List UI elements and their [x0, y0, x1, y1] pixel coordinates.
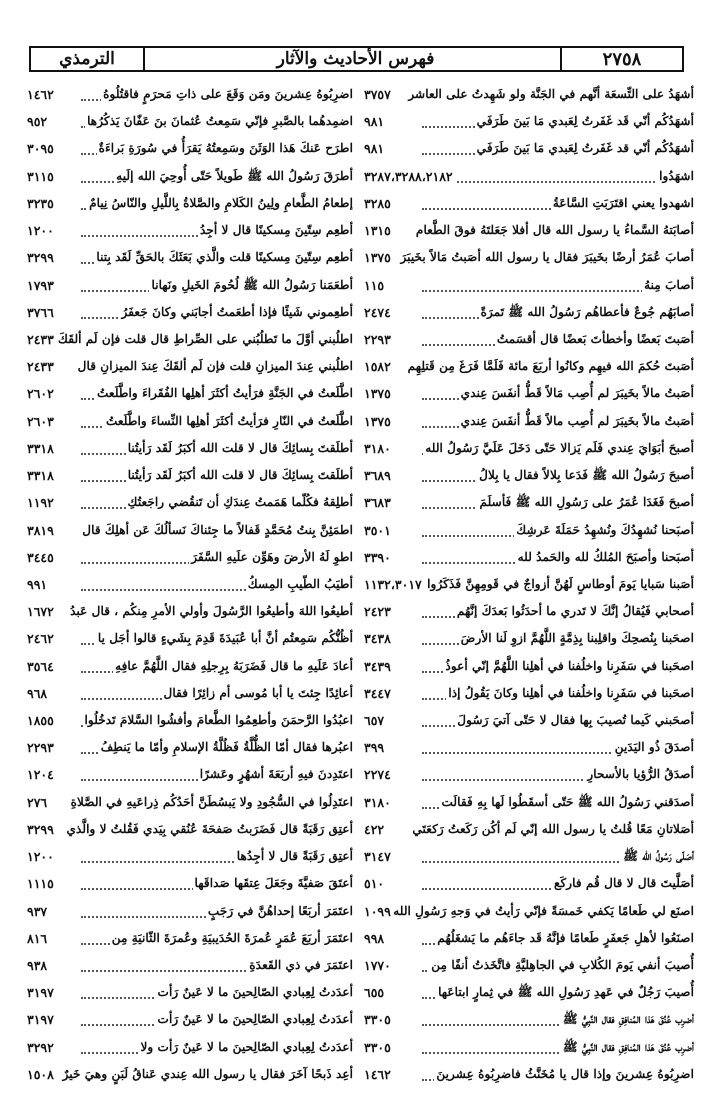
index-entry	[23, 765, 353, 789]
hadith-text: اطلُبني عِندَ الميزانِ قلت فإن لَم ألقَكَ عِندَ الميزانِ قال	[77, 359, 353, 374]
index-entry	[364, 738, 694, 762]
hadith-text: أعدَدتُ لِعِبادي الصّالِحينَ ما لا عَينٌ رَأت	[157, 985, 353, 1000]
hadith-text: أضرِب عُنُقَ هَذا المُنافِقِ فقال النَّبِيُّ ﷺ	[562, 1012, 694, 1027]
index-entry	[364, 847, 694, 871]
index-entry	[364, 793, 694, 817]
index-entry	[364, 303, 694, 327]
hadith-number: ١٢٠٠	[27, 849, 54, 865]
index-entry	[23, 629, 353, 653]
index-entry	[364, 85, 694, 109]
index-entry	[23, 847, 353, 871]
hadith-text: اعتَدِدنَ فيهِ أربَعَةَ أشهُرٍ وعَشرًا	[199, 767, 353, 782]
book-name: الترمذي	[59, 49, 115, 69]
hadith-number: ٣٣٩٠	[364, 549, 391, 565]
index-entry	[23, 548, 353, 572]
hadith-number: ٦٥٥	[364, 985, 385, 1001]
hadith-text: أضرِب عُنُقَ هَذا المُنافِقِ فقال النَّبِيُّ ﷺ	[562, 1039, 694, 1054]
index-entry	[364, 820, 694, 844]
hadith-number: ٣٤٣٨	[364, 631, 391, 647]
hadith-number: ٣٢٣٥	[27, 195, 54, 211]
hadith-text: أعائِدًا جِئتَ يا أبا مُوسى أم زائِرًا فقال	[163, 685, 353, 700]
hadith-number: ٣٩٩	[364, 740, 385, 756]
hadith-text: أعدَدتُ لِعِبادي الصّالِحينَ ما لا عَينٌ رَأت	[157, 1012, 353, 1027]
hadith-text: اعتَمَرَ أربَعًا إحداهُنَّ في رَجَبٍ	[207, 903, 353, 918]
hadith-number: ٣٣٠٥	[364, 1012, 391, 1028]
hadith-text: اطَّلَعتُ في الجَنَّةِ فرَأيتُ أكثَرَ أهلِها الفُقَراءَ واطَّلَعتُ	[96, 386, 353, 401]
index-entry	[364, 221, 694, 245]
index-entry	[364, 357, 694, 381]
hadith-number: ٥١٠	[364, 876, 385, 892]
index-entry	[364, 330, 694, 354]
hadith-number: ١٢٠٠	[27, 223, 54, 239]
hadith-number: ١٥٠٨	[27, 1066, 54, 1082]
index-entry	[23, 112, 353, 136]
index-entry	[23, 221, 353, 245]
hadith-number: ٩٦٨	[27, 685, 48, 701]
hadith-text: أصَلاتانِ مَعًا قُلتُ يا رسول الله إنّي لَم أكُن رَكَعتُ رَكعَتَي	[412, 821, 694, 836]
hadith-number: ٣٢٨٧،٣٢٨٨،٢١٨٢	[364, 168, 453, 184]
hadith-number: ٣٥٦٤	[27, 658, 54, 674]
hadith-text: أطيعُوا اللهَ وأطيعُوا الرَّسُولَ وأولي الأمرِ مِنكُم ، قال عَبدُ	[70, 604, 353, 619]
index-column-left	[23, 85, 353, 1089]
hadith-number: ٣٤٤٥	[27, 549, 54, 565]
hadith-number: ١٠٩٩	[364, 903, 391, 919]
index-entry	[364, 521, 694, 545]
hadith-text: اطرَح عَنكَ هَذا الوَثَنَ وسَمِعتُهُ يَقرَأُ في سُورَةِ بَراءَةٌ	[98, 141, 353, 156]
hadith-number: ١٨٥٥	[27, 713, 54, 729]
index-entry	[364, 412, 694, 436]
hadith-number: ٨١٦	[27, 930, 48, 946]
index-entry	[23, 412, 353, 436]
index-entry	[364, 112, 694, 136]
hadith-text: إطعامُ الطَّعامِ ولِينُ الكَلامِ والصَّلاةُ بِاللَّيلِ والنّاسُ نِيامٌ	[89, 195, 353, 210]
hadith-text: اعبُرها فقال أمّا الظُّلَّةُ فَظُلَّةُ الإسلامِ وأمّا ما يَنطِفُ	[100, 740, 353, 755]
index-entry	[364, 657, 694, 681]
index-entry	[364, 439, 694, 463]
hadith-text: أطعَمَنا رَسُولُ الله ﷺ لُحُومَ الخَيلِ ونَهانا	[151, 277, 353, 292]
index-entry	[364, 956, 694, 980]
hadith-number: ٣٠٩٥	[27, 141, 54, 157]
hadith-number: ١٤٦٢	[27, 87, 54, 102]
hadith-text: اصنَع لي طَعامًا يَكفي خَمسَةً فإنّي رَأيتُ في وَجهِ رَسُولِ الله	[393, 903, 694, 918]
hadith-text: اشهَدُوا	[659, 168, 694, 183]
index-entry	[23, 139, 353, 163]
hadith-text: أصدَقني رَسُولُ الله ﷺ حَتّى أسقَطُوا لَها بِهِ فَقالَت	[441, 794, 694, 809]
hadith-number: ١٣٧٥	[364, 386, 391, 402]
hadith-number: ٩٩٨	[364, 930, 385, 946]
hadith-text: أصَلّى رَسُولُ الله ﷺ	[623, 849, 694, 864]
hadith-text: أطعِم سِتّينَ مِسكينًا قال لا أجِدُ	[200, 223, 353, 238]
hadith-number: ١٥٨٢	[364, 359, 391, 375]
index-entry	[364, 629, 694, 653]
hadith-text: أشهَدُكُم أنّي قَد غَفَرتُ لِعَبدي مَا بَينَ طَرَفَي	[476, 114, 694, 129]
hadith-text: أطيَبُ الطّيبِ المِسكُ	[247, 576, 353, 591]
hadith-text: أعتِق رَقَبَةً قال فَضَرَبتُ صَفحَةَ عُنُقي بِيَدي فَقُلتُ لا والَّذي	[66, 821, 353, 836]
hadith-text: اعتَمَرَ في ذي القَعدَةِ	[249, 958, 353, 972]
index-column-right	[364, 85, 694, 1089]
index-entry	[364, 1038, 694, 1062]
hadith-text: أصابَهُم جُوعٌ فأعطاهُم رَسُولُ الله ﷺ تَمرَةً	[480, 304, 694, 319]
hadith-text: أصَبتَ بَعضًا وأخطأتَ بَعضًا قال أقسَمتُ	[496, 331, 694, 346]
hadith-number: ٩٩١	[27, 576, 48, 592]
hadith-number: ٣١٤٧	[364, 849, 391, 865]
hadith-text: أصدَقُ الرُّؤيا بالأسحارِ	[587, 767, 694, 782]
hadith-text: أصبَحنا وأصبَحَ المُلكُ لله والحَمدُ لله	[517, 549, 694, 564]
hadith-number: ١٣١٥	[364, 223, 391, 239]
hadith-text: أُصيبَ رَجُلٌ في عَهدِ رَسُولِ الله ﷺ في ثِمارٍ ابتاعَها	[438, 985, 694, 1000]
hadith-text: أصبحَ فَغَدَا عُمَرُ على رَسُولِ الله ﷺ فَأسلَمَ	[479, 495, 694, 510]
hadith-number: ١٧٧٠	[364, 958, 391, 973]
hadith-number: ٣١١٥	[27, 168, 54, 184]
index-entry	[23, 1010, 353, 1034]
index-entry	[364, 384, 694, 408]
hadith-number: ٢٦٠٢	[27, 386, 54, 402]
index-entry	[23, 929, 353, 953]
index-entry	[23, 493, 353, 517]
page-header	[29, 46, 684, 72]
hadith-text: اصنَعُوا لأهلِ جَعفَرٍ طَعامًا فإنَّهُ قَد جاءَهُم ما يَشغَلُهُم	[437, 930, 694, 945]
hadith-text: اشهدوا يعني اقتَرَبَتِ السَّاعَةُ	[552, 195, 694, 210]
hadith-text: اطوِ لَهُ الأرضَ وهَوِّن علَيهِ السَّفَرَ	[191, 549, 353, 564]
index-entry	[23, 384, 353, 408]
index-entry	[23, 575, 353, 599]
header-divider	[143, 48, 145, 70]
index-entry	[23, 902, 353, 926]
hadith-number: ٣١٨٠	[364, 794, 391, 810]
hadith-text: أصابَ مِنهُ	[644, 277, 694, 292]
index-entry	[23, 684, 353, 708]
hadith-number: ٢٤٧٤	[364, 304, 391, 320]
hadith-number: ٢٤٦٢	[27, 631, 54, 647]
index-entry	[23, 602, 353, 626]
index-entry	[23, 657, 353, 681]
index-entry	[23, 303, 353, 327]
hadith-text: أعتَقَ صَفيَّةَ وجَعَلَ عِتقَها صَداقَها	[194, 876, 353, 891]
hadith-number: ٣٨١٩	[27, 522, 54, 538]
hadith-text: اصحَبنا بِنُصحِكَ واقلِبنا بِذِمَّةٍ اللَّهُمَّ ازوِ لَنا الأرضَ	[460, 631, 694, 646]
hadith-text: اضرِبُوهُ عِشرينَ وإذا قال يا مُخَنَّثُ فاضرِبُوهُ عِشرينَ	[436, 1066, 694, 1081]
hadith-text: أعدَدتُ لِعِبادي الصّالِحينَ ما لا عَينٌ رَأت ولا	[140, 1039, 353, 1054]
hadith-text: أطعِموني شَيئًا فإذا أطعَمتُ أجابَني وكانَ جَعفَرُ	[121, 304, 353, 319]
index-entry	[23, 357, 353, 381]
hadith-text: أصبَحنا نُشهِدُكَ ونُشهِدُ حَمَلَةَ عَرشِكَ	[516, 522, 694, 537]
index-entry	[23, 276, 353, 300]
hadith-text: اطَّلَعتُ في النّارِ فرَأيتُ أكثَرَ أهلِها النِّساءَ واطَّلَعتُ	[105, 413, 353, 428]
hadith-number: ٣٢٩٩	[27, 250, 54, 266]
hadith-number: ٣٢٩٩	[27, 821, 54, 837]
hadith-number: ٤٢٢	[364, 821, 385, 837]
hadith-text: اعتَدِلُوا في السُّجُودِ ولا يَبسُطَنَّ أحَدُكُم ذِراعَيهِ في الصَّلاةِ	[70, 794, 353, 809]
hadith-number: ٣٣١٨	[27, 468, 54, 484]
index-entry	[23, 820, 353, 844]
hadith-text: اضرِبُوهُ عِشرينَ ومَن وَقَعَ على ذاتِ مَحرَمٍ فاقتُلُوهُ	[103, 87, 353, 101]
hadith-number: ١٣٧٥	[364, 413, 391, 429]
hadith-text: أصبحَ رَسُولُ الله ﷺ فَدَعا بِلالاً فقال يا بِلالُ	[479, 468, 694, 483]
index-entry	[23, 521, 353, 545]
hadith-number: ١٦٧٢	[27, 604, 54, 620]
hadith-number: ٣١٩٧	[27, 1012, 54, 1028]
hadith-number: ٣٧٥٧	[364, 87, 391, 102]
index-entry	[364, 575, 694, 599]
index-entry	[364, 139, 694, 163]
hadith-text: أعتِق رَقَبَةً قال لا أجِدُها	[236, 849, 353, 864]
hadith-text: اصحَبنا في سَفَرِنا واخلُفنا في أهلِنا وكانَ يَقُولُ إذا	[448, 685, 694, 700]
hadith-text: أصَلَّيتَ قال لا قال قُم فاركَع	[553, 876, 694, 891]
hadith-number: ٩٨١	[364, 114, 385, 130]
header-divider	[560, 48, 562, 70]
hadith-number: ٣٤٣٩	[364, 658, 391, 674]
hadith-text: أصحابي فَيُقالُ إنَّكَ لا تَدري ما أحدَثُوا بَعدَكَ إنَّهُم	[456, 604, 694, 619]
index-entry	[23, 167, 353, 191]
index-entry	[364, 874, 694, 898]
index-entry	[23, 956, 353, 980]
hadith-number: ٣١٩٧	[27, 985, 54, 1001]
index-entry	[23, 248, 353, 272]
index-entry	[364, 765, 694, 789]
index-entry	[23, 85, 353, 109]
hadith-text: اصحَبنا في سَفَرِنا واخلُفنا في أهلِنا اللَّهُمَّ إنّي أعوذُ	[445, 658, 694, 673]
hadith-text: أعادَ عَلَيهِ ما قال فَضَرَبَهُ بِرِجلِهِ فقال اللَّهُمَّ عافِهِ	[115, 658, 353, 673]
hadith-text: أشهَدُكُم أنّي قد غَفَرتُ لِعَبدي مَا بَينَ طَرَفَي	[476, 141, 694, 156]
hadith-number: ٢٤٢٣	[364, 604, 391, 620]
index-entry	[364, 194, 694, 218]
hadith-text: أطعِم سِتّينَ مِسكينًا قلت والَّذي بَعَثَكَ بالحَقِّ لَقَد بِتنا	[96, 250, 353, 265]
hadith-number: ٣٧٦٦	[27, 304, 54, 320]
hadith-number: ٣١٨٠	[364, 440, 391, 456]
hadith-number: ٢٢٩٣	[364, 331, 391, 347]
hadith-number: ١١١٥	[27, 876, 54, 892]
hadith-number: ٣٢٨٥	[364, 195, 391, 211]
page-number: ٢٧٥٨	[602, 48, 642, 70]
hadith-number: ٩٣٨	[27, 958, 48, 973]
hadith-text: أصَبنا سَبايا يَومَ أوطاسٍ لَهُنَّ أزواجٌ في قَومِهِنَّ فَذَكَرُوا	[427, 576, 694, 591]
hadith-number: ١١٣٢،٣٠١٧	[364, 576, 422, 592]
hadith-number: ٣٦٨٣	[364, 495, 391, 511]
hadith-text: أصابَ عُمَرُ أرضًا بخَيبَرَ فقال يا رسول الله أصَبتُ مَالاً بخَيبَرَ	[400, 250, 694, 265]
hadith-number: ١٣٧٥	[364, 250, 391, 266]
hadith-number: ٣٥٠١	[364, 522, 391, 538]
index-entry	[364, 466, 694, 490]
hadith-text: اطلُبني أوَّلَ ما تَطلُبُني على الصِّراطِ قال قلت فإن لَم ألقَكَ	[58, 331, 353, 346]
hadith-number: ٢٧٦	[27, 794, 48, 810]
index-entry	[364, 711, 694, 735]
hadith-number: ٢٢٧٤	[364, 767, 391, 783]
leader-dots	[422, 181, 694, 183]
hadith-number: ١١٩٢	[27, 495, 54, 511]
page-title: فهرس الأحاديث والآثار	[276, 49, 435, 69]
hadith-text: أطلَقتَ بِسائِكَ قال لا قلت الله أكبَرُ لَقَد رَأيتُنا	[127, 440, 353, 455]
index-entry	[364, 276, 694, 300]
hadith-text: اطمَئِنَّ بِنتُ مُحَمَّدٍ قَفالاً ما جِئناكَ نَسألُكَ عَن أهلِكَ قال	[82, 522, 353, 537]
hadith-number: ٢٤٣٣	[27, 359, 54, 375]
hadith-number: ٩٨١	[364, 141, 385, 157]
index-entry	[364, 902, 694, 926]
hadith-text: أصابَتهُ السَّماءُ يا رسول الله قال أفلا جَعَلتَهُ فوقَ الطَّعام	[415, 223, 694, 238]
hadith-number: ١٤٦٢	[364, 1066, 391, 1082]
hadith-text: أطلَقتَ بِسائِكَ قال لا قلت الله أكبَرُ لَقَد رَأيتُنا	[127, 468, 353, 483]
hadith-text: اضمِدهُما بالصَّبرِ فإنّي سَمِعتُ عُثمانَ بنَ عَفّانَ يَذكُرُها	[87, 114, 353, 129]
hadith-text: أصحَبني كَيما تُصيبَ بِها فقال لا حَتّى آتيَ رَسُولَ	[457, 713, 694, 728]
index-entry	[364, 548, 694, 572]
hadith-number: ٣٤٤٧	[364, 685, 391, 701]
hadith-number: ١١٥	[364, 277, 385, 293]
hadith-number: ١٧٩٣	[27, 277, 54, 293]
index-entry	[364, 248, 694, 272]
hadith-text: أصَبتَ حُكمَ الله فيهِم وكانُوا أربَعَ مائة فَلَمَّا فَرَغَ مِن قَتلِهِم	[407, 359, 694, 374]
index-entry	[23, 439, 353, 463]
hadith-number: ٣٣١٨	[27, 440, 54, 456]
hadith-text: أظُنُّكُم سَمِعتُم أنَّ أبا عُبَيدَةَ قَدِمَ بِشَيءٍ قالوا أجَل يا	[97, 631, 353, 646]
hadith-text: أصبحَ أبَوَايَ عِندي فَلَم يَزالا حَتّى دَخَلَ عَلَيَّ رَسُولُ الله	[425, 440, 694, 455]
index-entry	[364, 167, 694, 191]
hadith-text: أطرَقَ رَسُولُ الله ﷺ طَويلاً حَتّى أُوحِيَ الله إلَيهِ	[116, 168, 353, 183]
index-entry	[364, 602, 694, 626]
hadith-number: ٢٦٠٣	[27, 413, 54, 429]
hadith-text: أطلِقهُ فكُلّما هَمَمتُ عِندَكِ أن تَنقُضي راجَعتُكِ	[127, 495, 353, 510]
index-entry	[23, 793, 353, 817]
hadith-number: ٩٥٢	[27, 114, 48, 130]
hadith-text: أعِد ذَبحًا آخَرَ فقال يا رسول الله عِندي عَناقُ لَبَنٍ وهيَ خَيرٌ	[62, 1066, 353, 1081]
hadith-text: أشهَدُ على التِّسعَة أنَّهم في الجَنَّة ولو شَهِدتُ على العاشر	[408, 87, 694, 101]
hadith-number: ٦٥٧	[364, 713, 385, 729]
index-entry	[23, 466, 353, 490]
hadith-number: ٣٣٠٥	[364, 1039, 391, 1055]
hadith-number: ٢٤٣٣	[27, 331, 54, 347]
index-entry	[364, 1065, 694, 1089]
index-entry	[364, 493, 694, 517]
hadith-text: أصدَقَ ذُو اليَدَينِ	[614, 740, 694, 755]
hadith-number: ٣٢٩٢	[27, 1039, 54, 1055]
hadith-text: اعتَمَرَ أربَعَ عُمَرٍ عُمرَةَ الحُدَيبيَةِ وعُمرَةَ الثّانيَةِ مِن	[111, 930, 353, 945]
index-entry	[364, 983, 694, 1007]
index-entry	[23, 330, 353, 354]
index-entry	[23, 874, 353, 898]
index-entry	[23, 711, 353, 735]
hadith-number: ٣٦٨٩	[364, 468, 391, 484]
hadith-number: ١٢٠٤	[27, 767, 54, 783]
index-entry	[23, 1065, 353, 1089]
index-entry	[23, 1038, 353, 1062]
index-entry	[23, 738, 353, 762]
index-entry	[364, 1010, 694, 1034]
hadith-number: ٢٢٩٣	[27, 740, 54, 756]
index-entry	[23, 194, 353, 218]
index-entry	[23, 983, 353, 1007]
index-entry	[364, 929, 694, 953]
hadith-text: أُصيبَ أنفي يَومَ الكُلابِ في الجاهِليَّةِ فاتَّخَذتُ أنفًا مِن	[431, 958, 694, 972]
index-entry	[364, 684, 694, 708]
hadith-text: اعبُدُوا الرَّحمَنَ وأطعِمُوا الطَّعامَ وأفشُوا السَّلامَ تَدخُلُوا	[84, 713, 353, 728]
hadith-number: ٩٣٧	[27, 903, 48, 919]
hadith-text: أصَبتُ مالاً بخَيبَرَ لم أُصِب مَالاً قَطُّ أنفَسَ عِندي	[460, 386, 694, 401]
hadith-text: أصَبتُ مالاً بخَيبَرَ لم أُصِب مالاً قَطُّ أنفَسَ عِندي	[460, 413, 694, 428]
